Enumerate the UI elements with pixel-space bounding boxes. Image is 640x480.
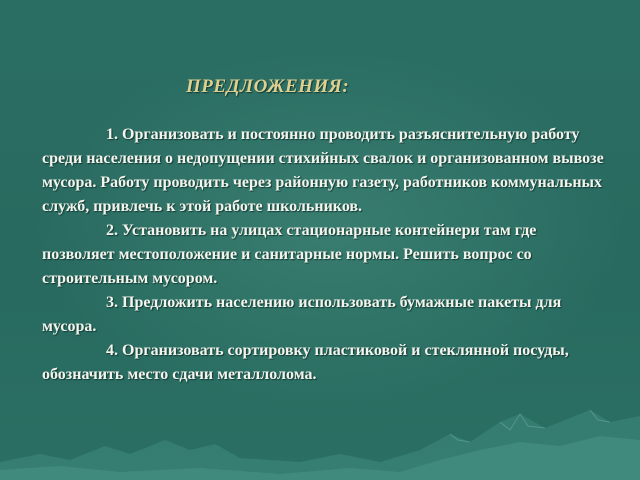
proposal-item-2: 2. Установить на улицах стационарные контейнери там где позволяет местоположение и санитарные нормы. Решить вопрос со строительным мусором. [42,222,537,287]
slide-title: ПРЕДЛОЖЕНИЯ: [186,76,350,97]
proposals-list [42,123,608,387]
proposal-item-3: 3. Предложить населению использовать бумажные пакеты для мусора. [42,294,562,335]
proposal-item-4: 4. Организовать сортировку пластиковой и стеклянной посуды, обозначить место сдачи металлолома. [42,342,569,383]
proposal-item-1: 1. Организовать и постоянно проводить разъяснительную работу среди населения о недопущении стихийных свалок и организованном вывозе мусора. Работу проводить через районную газету, работников коммунальных служб, привлечь к этой работе школьников. [42,126,604,215]
